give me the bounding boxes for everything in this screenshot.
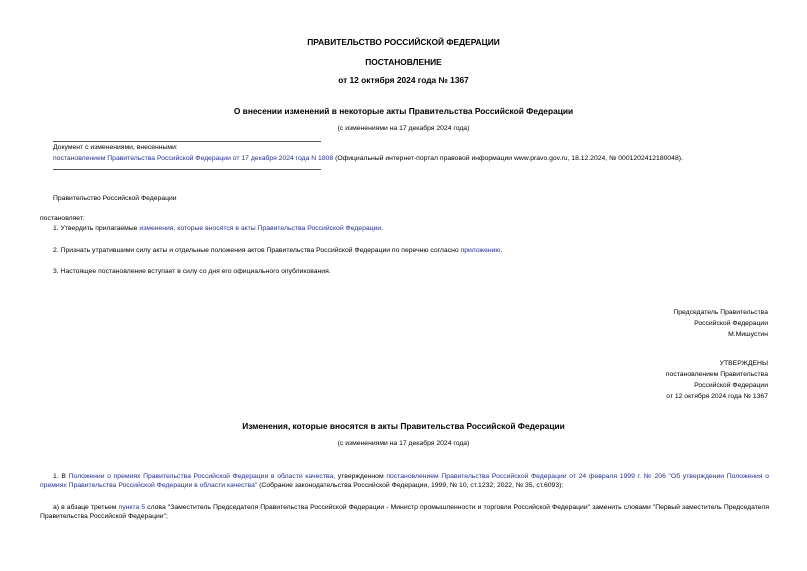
document-date-number: от 12 октября 2024 года № 1367	[338, 75, 469, 85]
signature-name: М.Мишустин	[728, 331, 768, 338]
amending-decree-link[interactable]: постановлением Правительства Российской Федерации от 17 декабря 2024 года N 1808	[53, 155, 334, 162]
changes-box-top-rule	[53, 141, 321, 142]
annex-item-1	[40, 472, 769, 490]
decree-206-link[interactable]: постановлением Правительства Российской Федерации от 24 февраля 1999 г. № 206 "Об утверждении Положения о премиях Правительства Российской Федерации в области качества"	[40, 473, 769, 489]
paragraph-2-end: .	[500, 247, 503, 254]
paragraph-2-text: 2. Признать утратившими силу акты и отдельные положения актов Правительства Российской Федерации по перечню согласно	[53, 247, 461, 254]
paragraph-1-end: .	[381, 225, 384, 232]
approved-by: постановлением Правительства	[665, 371, 768, 378]
annex-subitem-a-text: слова "Заместитель Председателя Правительства Российской Федерации - Министр промышленности и торговли Российской Федерации" заменить словами "Первый заместитель Председателя Правительства Российской Федерации";	[40, 504, 770, 520]
annex-subitem-a	[40, 503, 769, 521]
annex-amended-note: (с изменениями на 17 декабря 2024 года)	[337, 440, 470, 447]
annex-item-1-start: 1. В	[53, 473, 69, 480]
paragraph-1-text: 1. Утвердить прилагаемые	[53, 225, 140, 232]
changes-box-bottom-rule	[53, 169, 321, 170]
approved-changes-link[interactable]: изменения, которые вносятся в акты Правительства Российской Федерации	[139, 225, 382, 232]
appendix-link[interactable]: приложению	[460, 247, 501, 254]
paragraph-1	[53, 224, 383, 233]
changes-publication-info: (Официальный интернет-портал правовой информации www.pravo.gov.ru, 18.12.2024, № 0001202412180048).	[333, 155, 683, 162]
quality-awards-regulation-link[interactable]: Положении о премиях Правительства Российской Федерации в области качества	[68, 473, 334, 480]
annex-item-1-mid: , утвержденном	[333, 473, 387, 480]
annex-item-1-publication: (Собрание законодательства Российской Федерации, 1999, № 10, ст.1232; 2022, № 35, ст.6093):	[257, 482, 564, 489]
paragraph-2	[53, 246, 502, 255]
changes-intro: Документ с изменениями, внесенными:	[53, 144, 178, 151]
document-title: О внесении изменений в некоторые акты Правительства Российской Федерации	[233, 106, 574, 116]
approved-heading: УТВЕРЖДЕНЫ	[719, 360, 768, 367]
government-heading: ПРАВИТЕЛЬСТВО РОССИЙСКОЙ ФЕДЕРАЦИИ	[307, 37, 500, 47]
issuer: Правительство Российской Федерации	[53, 195, 177, 202]
amended-note: (с изменениями на 17 декабря 2024 года)	[337, 125, 470, 132]
approved-date: от 12 октября 2024 года № 1367	[666, 393, 768, 400]
paragraph-3: 3. Настоящее постановление вступает в силу со дня его официального опубликования.	[53, 268, 331, 275]
signature-country: Российской Федерации	[694, 320, 768, 327]
point-5-link[interactable]: пункта 5	[118, 504, 146, 511]
annex-subitem-a-start: а) в абзаце третьем	[53, 504, 119, 511]
approved-country: Российской Федерации	[694, 382, 768, 389]
document-type: ПОСТАНОВЛЕНИЕ	[365, 57, 442, 67]
decrees-word: постановляет:	[40, 215, 85, 222]
signature-title: Председатель Правительства	[673, 309, 768, 316]
annex-title: Изменения, которые вносятся в акты Правительства Российской Федерации	[242, 421, 565, 431]
changes-line	[53, 154, 683, 163]
